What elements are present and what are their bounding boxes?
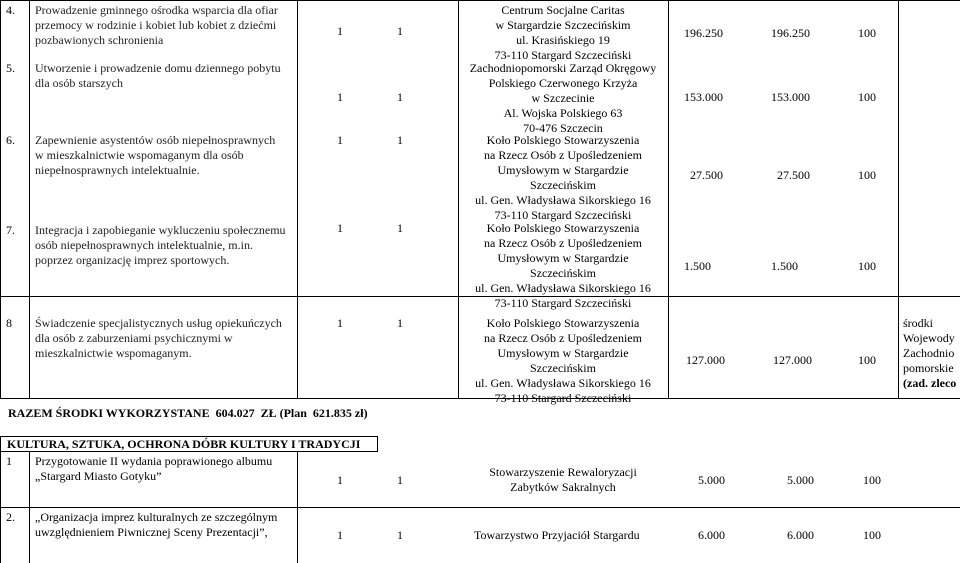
row-description: Utworzenie i prowadzenie domu dziennego pobytu dla osób starszych: [35, 61, 281, 90]
organization: Zachodniopomorski Zarząd Okręgowy Polskiego Czerwonego Krzyża w Szczecinie Al. Wojska Polskiego 63 70-476 Szczecin: [469, 61, 657, 135]
col-a: 1: [337, 133, 343, 147]
amount-used: 27.500: [777, 168, 810, 182]
amount-granted: 6.000: [698, 528, 725, 542]
organization: Centrum Socjalne Caritas w Stargardzie Szczecińskim ul. Krasińskiego 19 73-110 Stargard Szczeciński: [494, 3, 632, 62]
amount-used: 127.000: [773, 353, 812, 367]
col-b: 1: [397, 473, 403, 487]
col-b: 1: [397, 528, 403, 542]
amount-used: 5.000: [787, 473, 814, 487]
percent: 100: [858, 26, 876, 40]
amount-used: 153.000: [771, 90, 810, 104]
amount-used: 1.500: [771, 259, 798, 273]
row-number: 5.: [6, 61, 15, 75]
col-a: 1: [337, 528, 343, 542]
organization: Stowarzyszenie Rewaloryzacji Zabytków Sakralnych: [489, 465, 637, 494]
row-number: 4.: [6, 3, 15, 17]
organization: Koło Polskiego Stowarzyszenia na Rzecz Osób z Upośledzeniem Umysłowym w Stargardzie Szczecińskim ul. Gen. Władysława Sikorskiego 16 73-110 Stargard Szczeciński: [475, 221, 651, 310]
col-a: 1: [337, 90, 343, 104]
organization: Towarzystwo Przyjaciół Stargardu: [474, 528, 640, 542]
percent: 100: [863, 473, 881, 487]
col-a: 1: [337, 221, 343, 235]
col-b: 1: [397, 133, 403, 147]
col-a: 1: [337, 316, 343, 330]
col-b: 1: [397, 24, 403, 38]
total-summary: RAZEM ŚRODKI WYKORZYSTANE 604.027 ZŁ (Plan 621.835 zł): [8, 406, 368, 420]
percent: 100: [858, 259, 876, 273]
col-a: 1: [337, 24, 343, 38]
organization: Koło Polskiego Stowarzyszenia na Rzecz Osób z Upośledzeniem Umysłowym w Stargardzie Szczecińskim ul. Gen. Władysława Sikorskiego 16 73-110 Stargard Szczeciński: [475, 316, 651, 405]
col-b: 1: [397, 221, 403, 235]
percent: 100: [858, 168, 876, 182]
funding-note: środki Wojewody Zachodnio pomorskie (zad. zleco: [903, 316, 957, 390]
row-number: 7.: [6, 223, 15, 237]
amount-used: 6.000: [787, 528, 814, 542]
amount-granted: 153.000: [684, 90, 723, 104]
percent: 100: [863, 528, 881, 542]
row-description: Przygotowanie II wydania poprawionego albumu „Stargard Miasto Gotyku”: [35, 454, 273, 483]
row-number: 1: [6, 454, 12, 468]
percent: 100: [858, 90, 876, 104]
amount-used: 196.250: [771, 26, 810, 40]
col-b: 1: [397, 90, 403, 104]
amount-granted: 1.500: [684, 259, 711, 273]
percent: 100: [858, 353, 876, 367]
amount-granted: 27.500: [690, 168, 723, 182]
row-description: Prowadzenie gminnego ośrodka wsparcia dla ofiar przemocy w rodzinie i kobiet lub kobiet z dziećmi pozbawionych schronienia: [35, 3, 278, 47]
amount-granted: 196.250: [684, 26, 723, 40]
amount-granted: 127.000: [686, 353, 725, 367]
row-description: Zapewnienie asystentów osób niepełnosprawnych w mieszkalnictwie wspomaganym dla osób niepełnosprawnych intelektualnie.: [35, 133, 276, 177]
row-description: Świadczenie specjalistycznych usług opiekuńczych dla osób z zaburzeniami psychicznymi w mieszkalnictwie wspomaganym.: [35, 316, 282, 360]
organization: Koło Polskiego Stowarzyszenia na Rzecz Osób z Upośledzeniem Umysłowym w Stargardzie Szczecińskim ul. Gen. Władysława Sikorskiego 16 73-110 Stargard Szczeciński: [475, 133, 651, 222]
amount-granted: 5.000: [698, 473, 725, 487]
row-description: Integracja i zapobieganie wykluczeniu społecznemu osób niepełnosprawnych intelektualnie, m.in. poprzez organizację imprez sportowych.: [35, 223, 286, 267]
row-number: 2.: [6, 510, 15, 524]
col-a: 1: [337, 473, 343, 487]
col-b: 1: [397, 316, 403, 330]
row-number: 8: [6, 316, 12, 330]
row-number: 6.: [6, 133, 15, 147]
row-description: „Organizacja imprez kulturalnych ze szczególnym uwzględnieniem Piwnicznej Sceny Prezentacji”,: [35, 510, 278, 539]
section-heading: KULTURA, SZTUKA, OCHRONA DÓBR KULTURY I TRADYCJI: [7, 437, 361, 451]
